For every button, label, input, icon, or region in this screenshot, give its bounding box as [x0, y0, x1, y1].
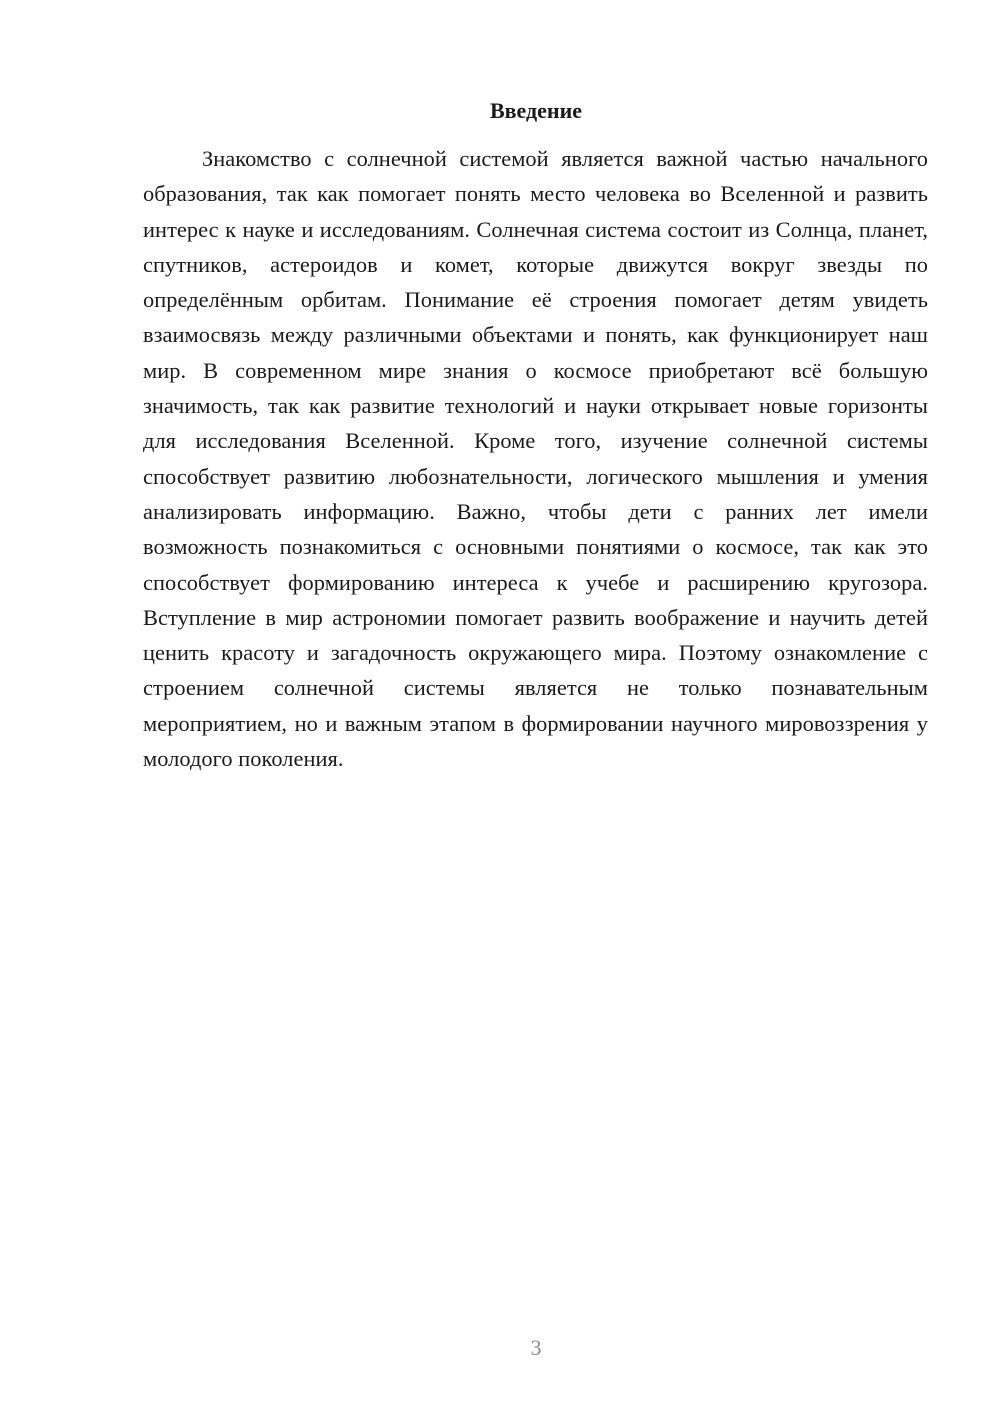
section-heading: Введение — [489, 98, 583, 123]
page-number: 3 — [530, 1335, 542, 1360]
body-paragraph: Знакомство с солнечной системой является важной частью начального образования, так как помогает понять место человека во Вселенной и развить интерес к науке и исследованиям. Солнечная система состоит из Солнца, планет, спутников, астероидов и комет, которые движутся вокруг звезды по определённым орбитам. Понимание её строения помогает детям увидеть взаимосвязь между различными объектами и понять, как функционирует наш мир. В современном мире знания о космосе приобретают всё большую значимость, так как развитие технологий и науки открывает новые горизонты для исследования Вселенной. Кроме того, изучение солнечной системы способствует развитию любознательности, логического мышления и умения анализировать информацию. Важно, чтобы дети с ранних лет имели возможность познакомиться с основными понятиями о космосе, так как это способствует формированию интереса к учебе и расширению кругозора. Вступление в мир астрономии помогает развить воображение и научить детей ценить красоту и загадочность окружающего мира. Поэтому ознакомление с строением солнечной системы является не только познавательным мероприятием, но и важным этапом в формировании научного мировоззрения у молодого поколения. — [143, 146, 928, 772]
